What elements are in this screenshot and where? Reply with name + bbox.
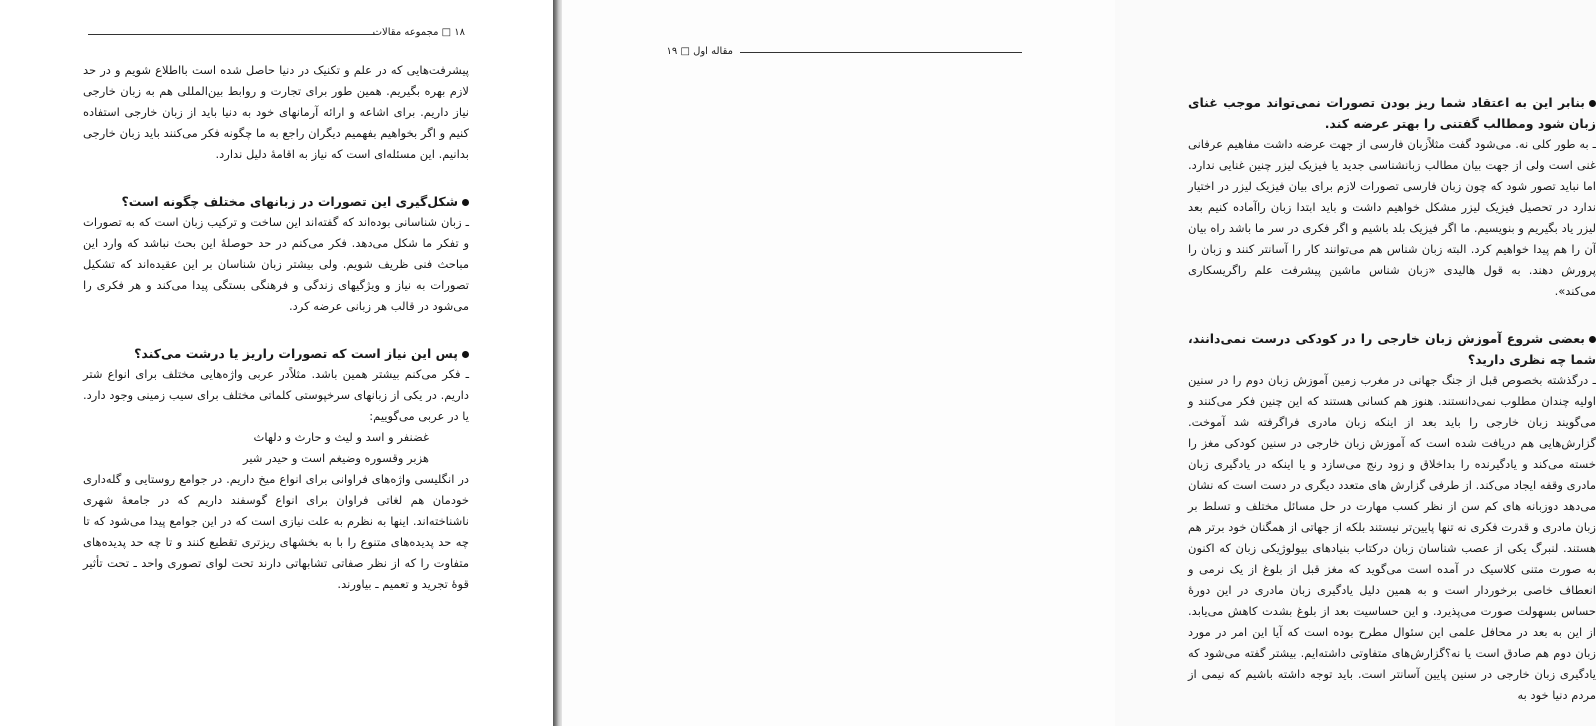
left-answer-1: ـ زبان شناسانی بوده‌اند که گفته‌اند این ساخت و ترکیب زبان است که به تصورات و تفکر ما شکل می‌دهد. فکر می‌کنم در حد حوصلهٔ این بحث نباشد که وارد این مباحث فنی ظریف شویم. ولی بیشتر زبان شناسان بر این عقیده‌اند که تشکیل تصورات به نیاز و ویژگیهای زندگی و فرهنگی بستگی پیدا می‌کند و هر فکری را می‌شود در قالب هر زبانی عرضه کرد.	[83, 215, 469, 313]
bullet-icon	[1589, 336, 1596, 343]
left-answer-3: در انگلیسی واژه‌های فراوانی برای انواع میخ داریم. در جوامع روستایی و گله‌داری خودمان هم لغاتی فراوان برای انواع گوسفند داریم که در جامعهٔ شهری ناشناخته‌اند. اینها به نظرم به علت نیازی است که در این جوامع پیدا می‌شود که تا چه حد پدیده‌های متنوع را با به بخشهای ریزتری تقطیع کنند و تا چه حد پدیده‌های متفاوت را که از نظر صفاتی تشابهاتی دارند تحت لوای تصوری واحد ـ تحت تأثیر قوهٔ تجرید و تعمیم ـ بیاورند.	[83, 472, 469, 591]
right-question-1: بنابر این به اعتقاد شما ریز بودن تصورات نمی‌تواند موجب غنای زبان شود ومطالب گفتنی را بهتر عرضه کند.	[1188, 95, 1596, 131]
right-question-2: بعضی شروع آموزش زبان خارجی را در کودکی درست نمی‌دانند، شما چه نظری دارید؟	[1188, 331, 1596, 367]
right-page-body	[1188, 80, 1596, 706]
left-page-header: ۱۸ □ مجموعه مقالات	[372, 27, 465, 38]
left-paragraph-intro: پیشرفت‌هایی که در علم و تکنیک در دنیا حاصل شده است بااطلاع شویم و در حد لازم بهره بگیریم. همین طور برای تجارت و روابط بین‌المللی هم به زبان خارجی نیاز داریم. برای اشاعه و ارائه آرمانهای خود به دنیا باید از زبان خارجی استفاده کنیم و اگر بخواهیم بفهمیم دیگران راجع به ما چگونه فکر می‌کنند باید زبان خارجی بدانیم. این مسئله‌ای است که نیاز به اقامهٔ دلیل ندارد.	[83, 63, 469, 161]
bullet-icon	[462, 351, 469, 358]
left-page-body	[83, 60, 469, 595]
bullet-icon	[462, 199, 469, 206]
verse-line-2: هزبر وقسوره وضیغم است و حیدر شیر	[242, 451, 429, 465]
right-answer-2: ـ درگذشته بخصوص قبل از جنگ جهانی در مغرب زمین آموزش زبان دوم را در سنین اولیه چندان مطلوب نمی‌دانستند. هنوز هم کسانی هستند که این چنین فکر می‌کنند و می‌گویند زبان خارجی را باید بعد از اینکه زبان مادری فراگرفته شد آموخت. گزارش‌هایی هم دریافت شده است که آموزش زبان خارجی در سنین کودکی مغز را خسته می‌کند و یادگیرنده را بداخلاق و زود رنج می‌سازد و یا اینکه در یادگیری زبان مادری وقفه ایجاد می‌کند. از طرفی گزارش های متعدد دیگری در دست است که نشان می‌دهد دوزبانه های کم سن از نظر کسب مهارت در حل مسائل مختلف و تسلط بر زبان مادری و قدرت فکری نه تنها پایین‌تر نیستند بلکه از جهاتی از همگنان خود برتر هم هستند. لنبرگ یکی از عصب شناسان زبان درکتاب بنیادهای بیولوژیکی زبان که اکنون به صورت متنی کلاسیک در آمده است می‌گوید که مغز قبل از بلوغ از یک نرمی و انعطاف خاصی برخوردار است و به همین دلیل یادگیری زبان مادری در این دورهٔ حساس بسهولت صورت می‌پذیرد. و این حساسیت بعد از بلوغ بشدت کاهش می‌یابد. از این به بعد در محافل علمی این سئوال مطرح بوده است که آیا این امر در مورد زبان دوم هم صادق است یا نه؟گزارش‌های متفاوتی داشته‌ایم. بیشتر گفته می‌شود که یادگیری زبان خارجی در سنین پایین آسانتر است. باید توجه داشته باشیم که نیمی از مردم دنیا خود به	[1188, 373, 1596, 702]
left-question-2: پس این نیاز است که تصورات راریز یا درشت می‌کند؟	[83, 343, 469, 364]
left-page	[0, 0, 553, 726]
right-answer-1: ـ به طور کلی نه. می‌شود گفت مثلاًزبان فارسی از جهت عرضه داشت مفاهیم عرفانی غنی است ولی از جهت بیان مطالب زبانشناسی جدید یا فیزیک لیزر چنین غنایی ندارد. اما نباید تصور شود که چون زبان فارسی تصورات لازم برای بیان فیزیک لیزر در اختیار ندارد در تحصیل فیزیک لیزر مشکل خواهیم داشت و باید ابتدا زبان راآماده کنیم بعد لیزر یاد بگیریم و بنویسیم. ما اگر فیزیک بلد باشیم و اگر فکری در سر ما باشد راه بیان آن را هم پیدا خواهیم کرد. البته زبان شناس هم می‌توانند کار را آسانتر کنند و زبان را پرورش دهند. به قول هالیدی «زبان شناس ماشین پیشرفت علم راگریسکاری می‌کند».	[1188, 137, 1596, 298]
left-answer-2: ـ فکر می‌کنم بیشتر همین باشد. مثلاًدر عربی واژه‌هایی مختلف برای انواع شتر داریم. در یکی از زبانهای سرخپوستی کلماتی مختلف برای سیب زمینی وجود دارد. یا در عربی می‌گوییم:	[83, 367, 469, 423]
left-header-rule	[88, 34, 378, 35]
bullet-icon	[1589, 100, 1596, 107]
right-header-rule	[740, 52, 1022, 53]
left-question-1: شکل‌گیری این تصورات در زبانهای مختلف چگونه است؟	[83, 191, 469, 212]
right-page-header: مقاله اول □ ۱۹	[666, 46, 733, 57]
right-page	[562, 0, 1596, 726]
verse-line-1: غضنفر و اسد و لیث و حارث و دلهاث	[253, 430, 429, 444]
book-gutter	[553, 0, 562, 726]
